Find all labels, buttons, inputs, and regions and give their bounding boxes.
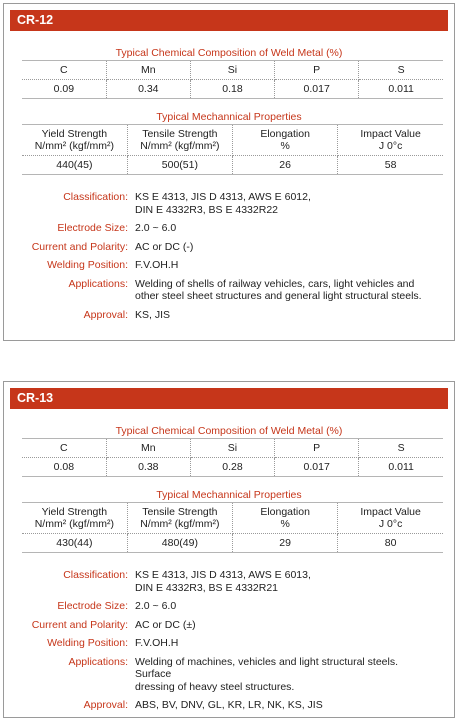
spec-value-line: dressing of heavy steel structures.	[135, 680, 295, 693]
header-s: S	[359, 439, 443, 458]
header-yield-strength	[22, 503, 127, 534]
header-tensile-strength	[127, 503, 232, 534]
table-row	[22, 534, 443, 553]
spec-label: Approval:	[83, 308, 128, 321]
header-mn: Mn	[106, 439, 190, 458]
spec-row-welding-position	[4, 259, 454, 272]
spec-value: 2.0 ~ 6.0	[135, 222, 177, 234]
header-line: Elongation	[260, 506, 310, 518]
spec-row-approval	[4, 309, 454, 322]
header-unit: %	[280, 518, 290, 530]
header-unit: J 0°c	[378, 140, 403, 152]
table-row	[22, 458, 443, 477]
header-unit: N/mm² (kgf/mm²)	[140, 518, 220, 530]
spec-label: Current and Polarity:	[31, 618, 128, 631]
table-header-row	[22, 61, 443, 80]
product-title: CR-13	[10, 388, 448, 409]
spec-label: Classification:	[63, 191, 128, 203]
value-s: 0.011	[359, 458, 443, 477]
header-line: Yield Strength	[41, 506, 108, 518]
spec-label: Approval:	[83, 699, 128, 711]
header-impact-value	[338, 503, 443, 534]
spec-value: AC or DC (-)	[135, 240, 194, 253]
value-p: 0.017	[275, 80, 359, 99]
spec-value-line: other steel sheet structures and general light structural steels.	[135, 290, 422, 302]
header-unit: N/mm² (kgf/mm²)	[34, 140, 115, 152]
spec-row-classification	[4, 191, 454, 216]
spec-value	[135, 278, 435, 303]
specifications	[4, 569, 454, 712]
product-card-cr13	[3, 381, 455, 718]
spec-row-applications	[4, 278, 454, 303]
value-mn: 0.34	[106, 80, 190, 99]
header-unit: N/mm² (kgf/mm²)	[34, 518, 115, 530]
spec-label: Current and Polarity:	[31, 240, 128, 253]
spec-row-current-polarity	[4, 241, 454, 254]
header-line: Yield Strength	[41, 128, 108, 140]
table-header-row	[22, 125, 443, 156]
value-elongation: 29	[233, 534, 338, 553]
spec-label: Applications:	[68, 277, 128, 290]
spec-label: Welding Position:	[47, 259, 128, 271]
header-tensile-strength	[127, 125, 232, 156]
header-unit: N/mm² (kgf/mm²)	[140, 140, 220, 152]
mechanical-properties-title: Typical Mechannical Properties	[156, 111, 302, 123]
spec-value-line: Welding of machines, vehicles and light structural steels. Surface	[135, 655, 399, 680]
header-line: Impact Value	[360, 128, 421, 140]
spec-label: Classification:	[63, 569, 128, 581]
header-s: S	[359, 61, 443, 80]
spec-row-welding-position	[4, 637, 454, 650]
header-p: P	[275, 439, 359, 458]
spec-label: Applications:	[68, 655, 128, 668]
header-elongation	[233, 125, 338, 156]
spec-label: Welding Position:	[47, 637, 128, 649]
value-yield-strength: 440(45)	[22, 156, 127, 175]
spec-value: KS, JIS	[135, 308, 171, 321]
spec-row-classification	[4, 569, 454, 594]
header-elongation	[233, 503, 338, 534]
spec-row-electrode-size	[4, 600, 454, 613]
spec-value: 2.0 ~ 6.0	[135, 600, 177, 612]
value-tensile-strength: 480(49)	[127, 534, 232, 553]
product-title: CR-12	[10, 10, 448, 31]
header-si: Si	[190, 61, 274, 80]
mechanical-properties-table	[22, 502, 443, 553]
spec-row-electrode-size	[4, 222, 454, 235]
spec-row-current-polarity	[4, 619, 454, 632]
spec-value	[135, 191, 435, 216]
spec-value: AC or DC (±)	[135, 618, 196, 631]
value-mn: 0.38	[106, 458, 190, 477]
table-header-row	[22, 503, 443, 534]
value-elongation: 26	[233, 156, 338, 175]
spec-value-line: Welding of shells of railway vehicles, cars, light vehicles and	[135, 277, 415, 290]
spec-row-applications	[4, 656, 454, 694]
value-p: 0.017	[275, 458, 359, 477]
value-impact: 58	[338, 156, 443, 175]
value-si: 0.18	[190, 80, 274, 99]
spec-label: Electrode Size:	[57, 600, 128, 612]
header-line: Tensile Strength	[142, 128, 218, 140]
value-c: 0.08	[22, 458, 106, 477]
header-impact-value	[338, 125, 443, 156]
header-yield-strength	[22, 125, 127, 156]
spec-value	[135, 569, 435, 594]
chemical-composition-title: Typical Chemical Composition of Weld Metal (%)	[115, 425, 343, 437]
product-card-cr12	[3, 3, 455, 341]
spec-value-line: DIN E 4332R3, BS E 4332R21	[135, 581, 279, 594]
header-unit: %	[280, 140, 290, 152]
spec-value: ABS, BV, DNV, GL, KR, LR, NK, KS, JIS	[135, 699, 323, 711]
spec-value	[135, 656, 435, 694]
spec-value-line: KS E 4313, JIS D 4313, AWS E 6013,	[135, 569, 311, 581]
value-yield-strength: 430(44)	[22, 534, 127, 553]
value-si: 0.28	[190, 458, 274, 477]
table-row	[22, 156, 443, 175]
spec-row-approval	[4, 699, 454, 712]
value-s: 0.011	[359, 80, 443, 99]
header-p: P	[275, 61, 359, 80]
chemical-composition-table	[22, 438, 443, 477]
header-si: Si	[190, 439, 274, 458]
spec-value-line: DIN E 4332R3, BS E 4332R22	[135, 203, 279, 216]
header-c: C	[22, 439, 106, 458]
value-tensile-strength: 500(51)	[127, 156, 232, 175]
header-mn: Mn	[106, 61, 190, 80]
chemical-composition-table	[22, 60, 443, 99]
spec-label: Electrode Size:	[57, 222, 128, 234]
value-c: 0.09	[22, 80, 106, 99]
spec-value-line: KS E 4313, JIS D 4313, AWS E 6012,	[135, 191, 311, 203]
spec-value: F.V.OH.H	[135, 637, 179, 649]
specifications	[4, 191, 454, 321]
value-impact: 80	[338, 534, 443, 553]
header-line: Impact Value	[360, 506, 421, 518]
header-unit: J 0°c	[378, 518, 403, 530]
mechanical-properties-title: Typical Mechannical Properties	[156, 489, 302, 501]
table-header-row	[22, 439, 443, 458]
spec-value: F.V.OH.H	[135, 259, 179, 271]
mechanical-properties-table	[22, 124, 443, 175]
header-c: C	[22, 61, 106, 80]
chemical-composition-title: Typical Chemical Composition of Weld Metal (%)	[115, 47, 343, 59]
header-line: Elongation	[260, 128, 310, 140]
header-line: Tensile Strength	[142, 506, 218, 518]
table-row	[22, 80, 443, 99]
